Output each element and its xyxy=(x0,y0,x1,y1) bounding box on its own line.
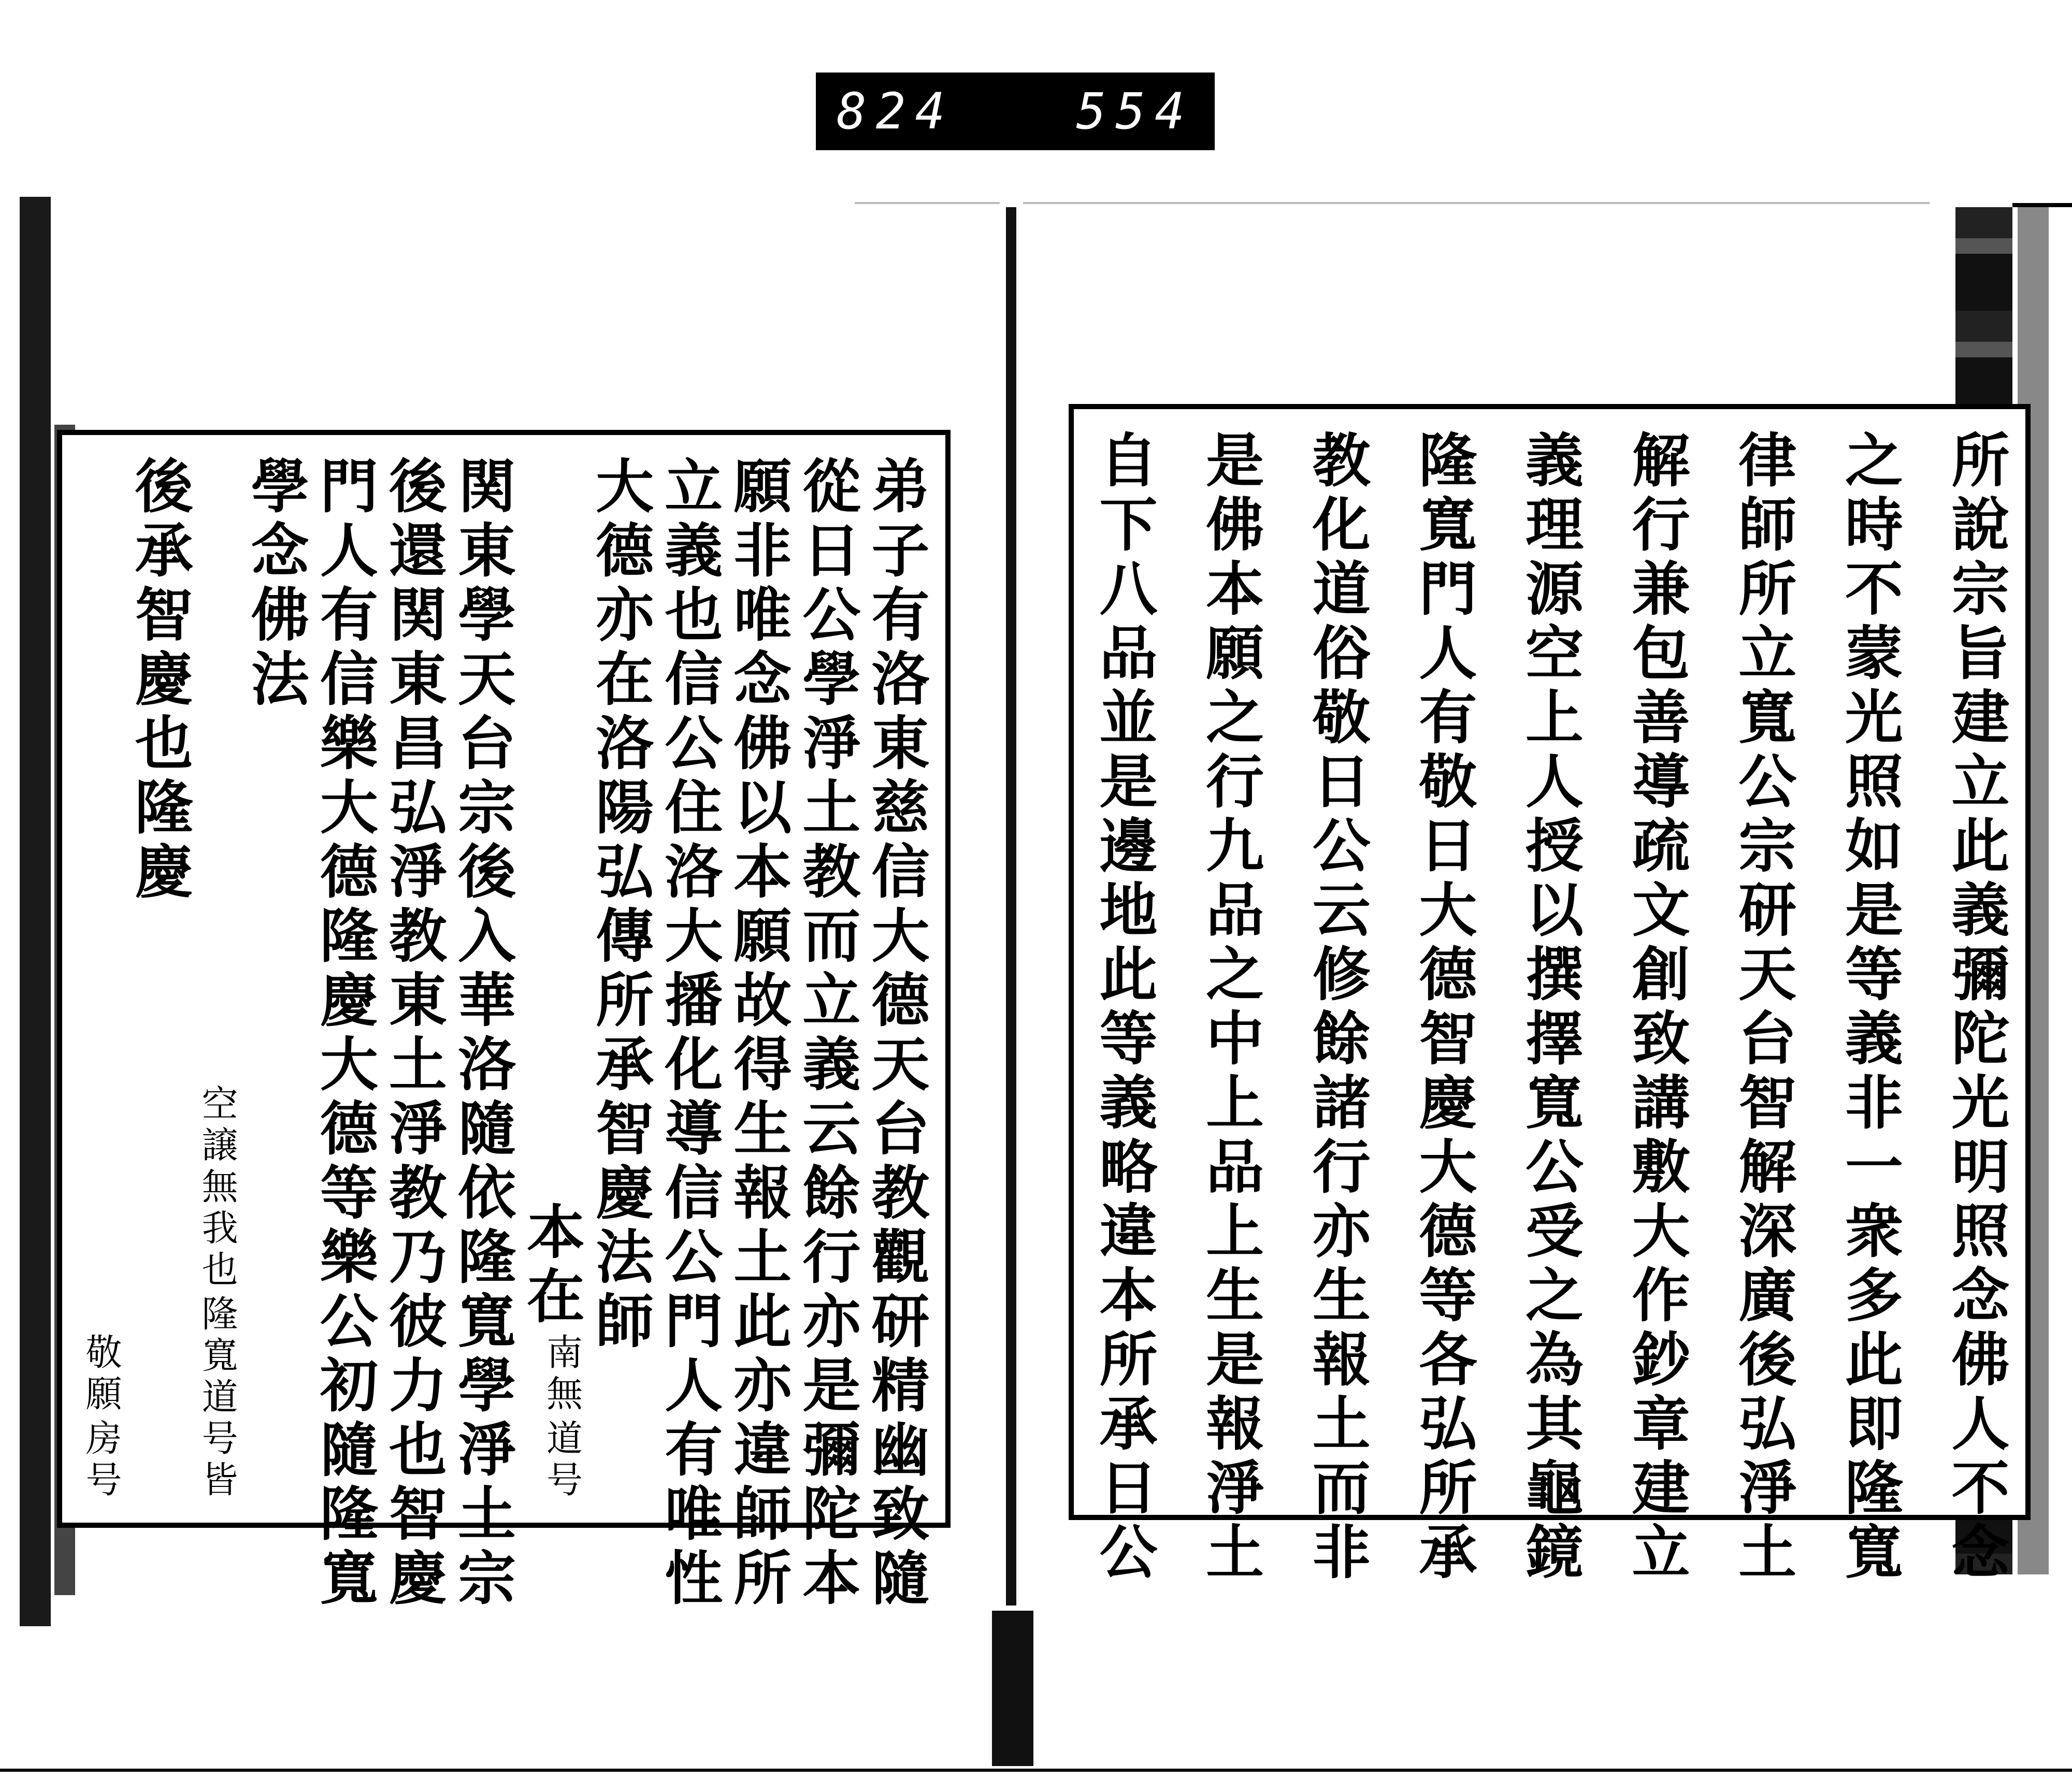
right-column-7: 教化道俗敬日公云修餘諸行亦生報土而非 xyxy=(1303,430,1371,1586)
right-column-1: 所說宗旨建立此義彌陀光明照念佛人不念 xyxy=(1942,430,2010,1586)
left-note-honzai: 本在 xyxy=(517,1202,585,1330)
left-column-1: 弟子有洛東慈信大德天台教觀研精幽致隨 xyxy=(861,456,930,1612)
left-column-10-main: 後承智慶也隆慶 xyxy=(125,456,194,905)
left-note-dogo: 道号 xyxy=(540,1419,583,1502)
right-column-2: 之時不蒙光照如是等義非一衆多此即隆寬 xyxy=(1835,430,1904,1586)
left-note-namu: 南無 xyxy=(540,1333,583,1416)
frame-number-right: 554 xyxy=(1076,82,1194,140)
left-column-3: 願非唯念佛以本願故得生報土此亦違師所 xyxy=(724,456,792,1612)
left-note-ryukan: 隆寬道号皆 xyxy=(196,1295,239,1502)
left-column-2: 從日公學淨土教而立義云餘行亦是彌陀本 xyxy=(793,456,861,1612)
left-column-5 xyxy=(586,456,654,1502)
book-edge-left xyxy=(20,197,51,1626)
left-column-9 xyxy=(241,456,310,1502)
right-column-4: 解行兼包善導疏文創致講敷大作鈔章建立 xyxy=(1622,430,1691,1586)
right-page-columns xyxy=(1090,430,2010,1586)
frame-number-left: 824 xyxy=(837,82,955,140)
frame-number-label xyxy=(816,73,1215,150)
left-column-5-main: 大德亦在洛陽弘傳所承智慶法師 xyxy=(586,456,654,1355)
right-column-3: 律師所立寬公宗研天台智解深廣後弘淨土 xyxy=(1729,430,1797,1586)
left-note-bogo: 房号 xyxy=(80,1419,122,1502)
right-column-5: 義理源空上人授以撰擇寬公受之為其龜鏡 xyxy=(1516,430,1584,1586)
left-column-5-note xyxy=(517,456,585,1502)
right-column-6: 隆寬門人有敬日大德智慶大德等各弘所承 xyxy=(1409,430,1477,1586)
left-note-kujo: 空譲無我也 xyxy=(196,1084,239,1292)
page-top-edge-left xyxy=(855,202,1000,204)
right-column-9: 自下八品並是邊地此等義略違本所承日公 xyxy=(1090,430,1158,1586)
scan-bottom-line xyxy=(0,1769,2072,1772)
left-column-8: 門人有信樂大德隆慶大德等樂公初隨隆寬 xyxy=(310,456,379,1612)
page-top-edge-right xyxy=(1023,202,1930,204)
left-note-kyogan: 敬願 xyxy=(80,1333,122,1416)
left-page-columns xyxy=(80,456,930,1612)
left-column-7: 後還関東昌弘淨教東土淨教乃彼力也智慶 xyxy=(379,456,448,1612)
left-column-10-note xyxy=(80,456,122,1502)
right-column-8: 是佛本願之行九品之中上品上生是報淨土 xyxy=(1196,430,1264,1586)
left-column-10 xyxy=(125,456,194,1502)
left-page-text-block xyxy=(57,430,951,1612)
left-column-6: 関東學天台宗後入華洛隨依隆寬學淨土宗 xyxy=(448,456,516,1612)
left-column-4: 立義也信公住洛大播化導信公門人有唯性 xyxy=(655,456,723,1612)
left-column-9-main: 學念佛法 xyxy=(241,456,310,713)
book-edge-right-tab xyxy=(2012,203,2072,207)
right-page-text-block xyxy=(1069,404,2031,1586)
left-column-9-note xyxy=(196,456,239,1502)
center-gutter-base xyxy=(992,1611,1033,1766)
center-gutter xyxy=(1006,207,1016,1606)
